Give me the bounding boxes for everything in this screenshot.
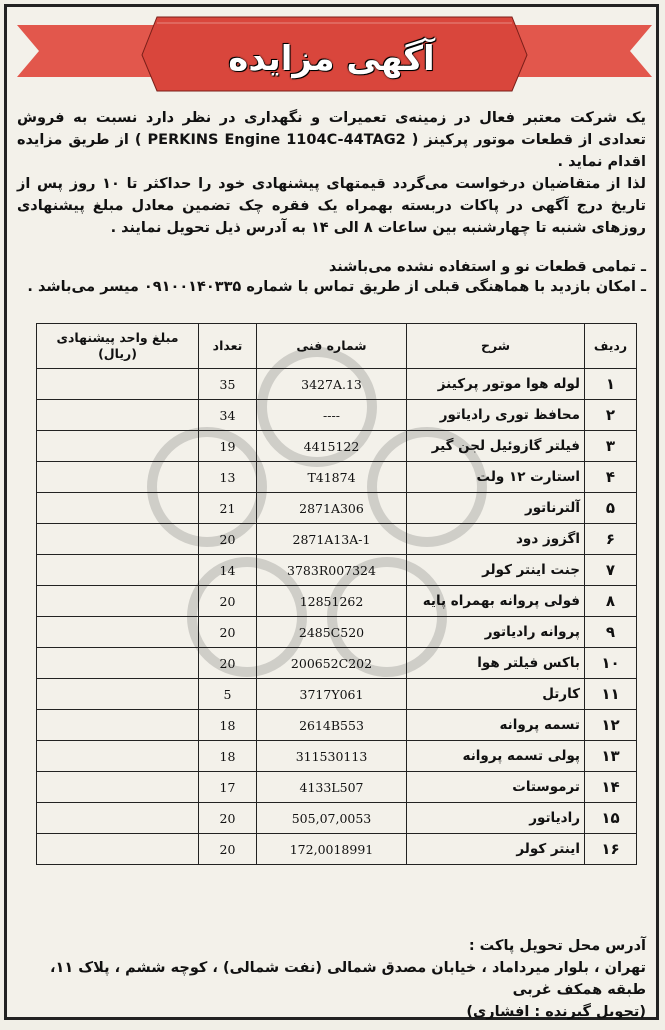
row-quantity: 19 <box>199 431 257 462</box>
header-part-number: شماره فنی <box>257 324 407 369</box>
table-row <box>37 400 637 431</box>
row-unit-price <box>37 462 199 493</box>
row-part-number: 3717Y061 <box>257 679 407 710</box>
row-part-number: 2614B553 <box>257 710 407 741</box>
parts-table-container <box>37 323 637 865</box>
row-unit-price <box>37 369 199 400</box>
row-number: ۷ <box>585 555 637 586</box>
row-part-number: 172,0018991 <box>257 834 407 865</box>
row-unit-price <box>37 803 199 834</box>
row-quantity: 5 <box>199 679 257 710</box>
row-number: ۲ <box>585 400 637 431</box>
row-number: ۱۳ <box>585 741 637 772</box>
intro-paragraph-2: لذا از متقاضیان درخواست می‌گردد قیمتهای پیشنهادی خود را حداکثر تا ۱۰ روز پس از تاریخ درج آگهی در پاکات دربسته بهمراه یک فقره چک تضمین معادل مبلغ پیشنهادی روزهای شنبه تا چهارشنبه بین ساعات ۸ الی ۱۴ به آدرس ذیل تحویل نمایند . <box>17 176 646 236</box>
table-header-row <box>37 324 637 369</box>
header-radif: ردیف <box>585 324 637 369</box>
row-description: کارتل <box>407 679 585 710</box>
row-quantity: 21 <box>199 493 257 524</box>
table-row <box>37 431 637 462</box>
table-row <box>37 772 637 803</box>
row-part-number: 2871A13A-1 <box>257 524 407 555</box>
row-description: پولی تسمه پروانه <box>407 741 585 772</box>
row-unit-price <box>37 741 199 772</box>
row-part-number: T41874 <box>257 462 407 493</box>
row-quantity: 14 <box>199 555 257 586</box>
notes-list <box>17 257 646 297</box>
row-quantity: 20 <box>199 803 257 834</box>
row-number: ۱۰ <box>585 648 637 679</box>
row-part-number: 3427A.13 <box>257 369 407 400</box>
row-part-number: 200652C202 <box>257 648 407 679</box>
row-number: ۱۵ <box>585 803 637 834</box>
row-description: اینتر کولر <box>407 834 585 865</box>
row-unit-price <box>37 524 199 555</box>
row-unit-price <box>37 493 199 524</box>
row-description: باکس فیلتر هوا <box>407 648 585 679</box>
table-row <box>37 586 637 617</box>
row-part-number: 12851262 <box>257 586 407 617</box>
header-desc: شرح <box>407 324 585 369</box>
row-part-number: 505,07,0053 <box>257 803 407 834</box>
table-row <box>37 493 637 524</box>
row-number: ۹ <box>585 617 637 648</box>
table-row <box>37 369 637 400</box>
row-number: ۱۱ <box>585 679 637 710</box>
row-description: جنت اینتر کولر <box>407 555 585 586</box>
row-description: ترموستات <box>407 772 585 803</box>
row-number: ۳ <box>585 431 637 462</box>
row-unit-price <box>37 555 199 586</box>
row-number: ۸ <box>585 586 637 617</box>
notice-title: آگهی مزایده <box>228 39 435 79</box>
intro-text <box>17 107 646 239</box>
row-unit-price <box>37 586 199 617</box>
row-number: ۴ <box>585 462 637 493</box>
parts-table <box>36 323 637 865</box>
row-quantity: 18 <box>199 710 257 741</box>
auction-notice <box>4 4 659 1020</box>
row-quantity: 34 <box>199 400 257 431</box>
table-row <box>37 524 637 555</box>
row-part-number: 2485C520 <box>257 617 407 648</box>
row-number: ۶ <box>585 524 637 555</box>
row-part-number: 3783R007324 <box>257 555 407 586</box>
delivery-address <box>17 935 646 1023</box>
row-quantity: 20 <box>199 648 257 679</box>
header-unit-price: مبلغ واحد پیشنهادی (ریال) <box>37 324 199 369</box>
row-unit-price <box>37 834 199 865</box>
row-quantity: 20 <box>199 524 257 555</box>
row-number: ۵ <box>585 493 637 524</box>
row-description: رادیاتور <box>407 803 585 834</box>
table-row <box>37 710 637 741</box>
row-quantity: 20 <box>199 586 257 617</box>
title-banner <box>17 15 646 93</box>
address-line: تهران ، بلوار میرداماد ، خیابان مصدق شمالی (نفت شمالی) ، کوچه ششم ، پلاک ۱۱، طبقه همکف غربی <box>49 960 646 998</box>
row-number: ۱ <box>585 369 637 400</box>
row-part-number: ---- <box>257 400 407 431</box>
row-quantity: 17 <box>199 772 257 803</box>
row-number: ۱۶ <box>585 834 637 865</box>
table-row <box>37 741 637 772</box>
table-row <box>37 555 637 586</box>
note-item: ـ امکان بازدید با هماهنگی قبلی از طریق تماس با شماره ۰۹۱۰۰۱۴۰۳۳۵ میسر می‌باشد . <box>27 279 646 295</box>
note-item: ـ تمامی قطعات نو و استفاده نشده می‌باشند <box>328 259 646 275</box>
row-description: محافظ توری رادیاتور <box>407 400 585 431</box>
row-part-number: 311530113 <box>257 741 407 772</box>
address-heading: آدرس محل تحویل پاکت : <box>468 938 646 954</box>
row-unit-price <box>37 617 199 648</box>
table-row <box>37 803 637 834</box>
row-unit-price <box>37 772 199 803</box>
row-unit-price <box>37 710 199 741</box>
row-description: تسمه پروانه <box>407 710 585 741</box>
row-unit-price <box>37 679 199 710</box>
row-quantity: 20 <box>199 834 257 865</box>
row-number: ۱۲ <box>585 710 637 741</box>
row-quantity: 35 <box>199 369 257 400</box>
row-part-number: 4415122 <box>257 431 407 462</box>
row-unit-price <box>37 400 199 431</box>
row-description: فولی پروانه بهمراه پایه <box>407 586 585 617</box>
row-description: استارت ۱۲ ولت <box>407 462 585 493</box>
table-body <box>37 369 637 865</box>
row-part-number: 2871A306 <box>257 493 407 524</box>
row-description: آلترناتور <box>407 493 585 524</box>
table-row <box>37 834 637 865</box>
row-quantity: 20 <box>199 617 257 648</box>
row-description: فیلتر گازوئیل لجن گیر <box>407 431 585 462</box>
intro-paragraph-1: یک شرکت معتبر فعال در زمینه‌ی تعمیرات و نگهداری در نظر دارد نسبت به فروش تعدادی از قطعات موتور پرکینز ( PERKINS Engine 1104C-44TAG2 ) از طریق مزایده اقدام نماید . <box>17 110 646 170</box>
table-row <box>37 617 637 648</box>
row-unit-price <box>37 648 199 679</box>
header-qty: تعداد <box>199 324 257 369</box>
table-row <box>37 679 637 710</box>
row-unit-price <box>37 431 199 462</box>
address-recipient: (تحویل گیرنده : افشاری) <box>466 1004 646 1020</box>
row-description: لوله هوا موتور پرکینز <box>407 369 585 400</box>
table-row <box>37 648 637 679</box>
row-part-number: 4133L507 <box>257 772 407 803</box>
row-description: پروانه رادیاتور <box>407 617 585 648</box>
row-description: اگزوز دود <box>407 524 585 555</box>
row-number: ۱۴ <box>585 772 637 803</box>
row-quantity: 18 <box>199 741 257 772</box>
row-quantity: 13 <box>199 462 257 493</box>
table-row <box>37 462 637 493</box>
